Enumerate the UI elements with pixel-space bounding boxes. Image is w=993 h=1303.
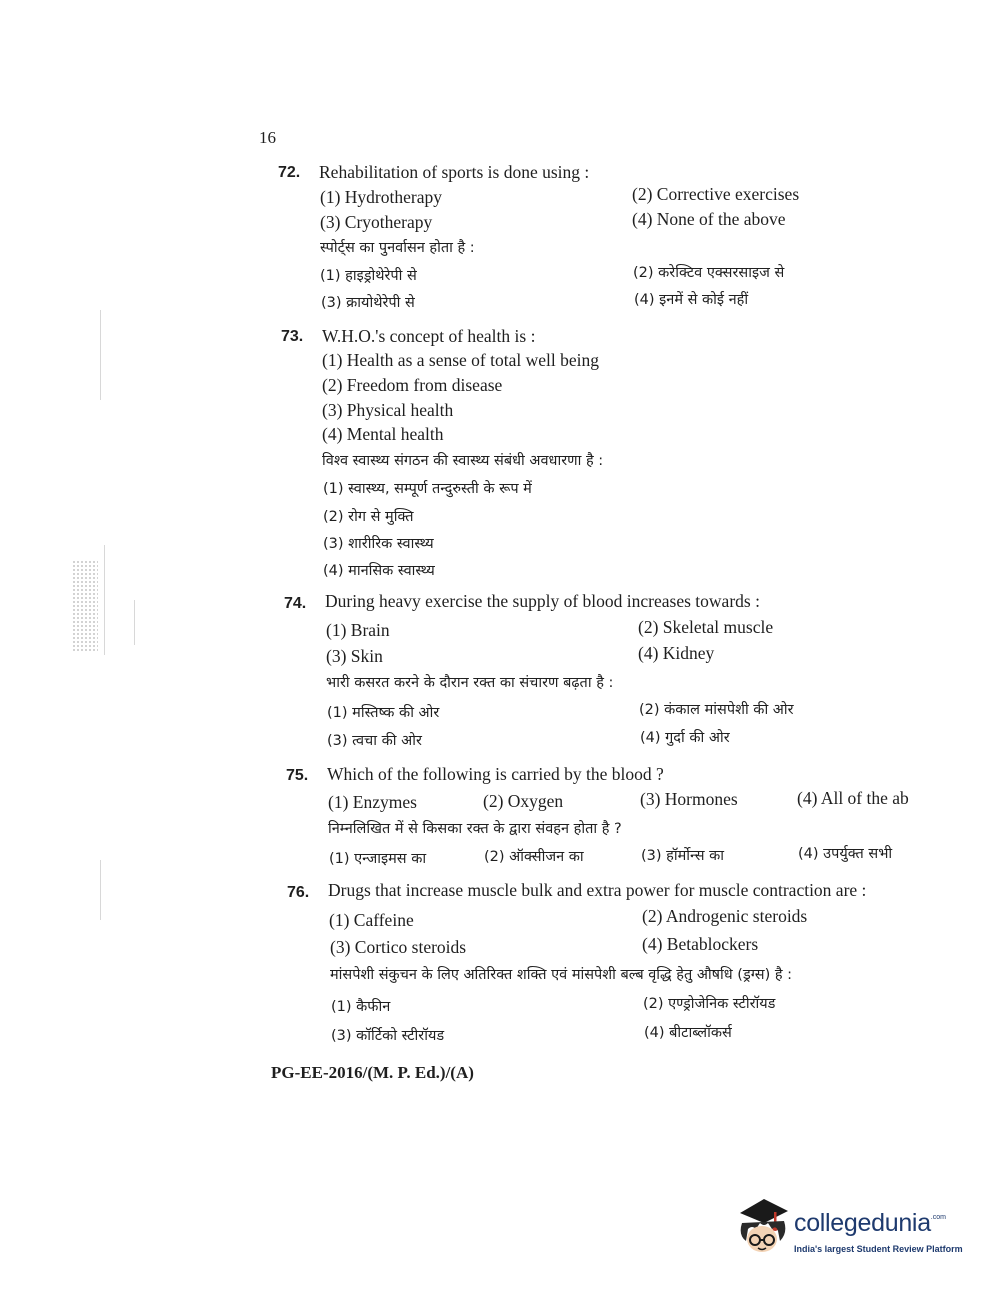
option-en: (4) Kidney bbox=[638, 643, 715, 663]
option-hi: (2) एण्ड्रोजेनिक स्टीरॉयड bbox=[643, 996, 776, 1012]
option-en: (2) Skeletal muscle bbox=[638, 617, 774, 637]
exam-code-footer: PG-EE-2016/(M. P. Ed.)/(A) bbox=[271, 1063, 474, 1082]
option-hi: (2) कंकाल मांसपेशी की ओर bbox=[639, 702, 794, 718]
question-text-hindi: भारी कसरत करने के दौरान रक्त का संचारण बढ़ता है : bbox=[326, 675, 614, 691]
question-number: 74. bbox=[284, 595, 307, 612]
option-hi: (1) कैफीन bbox=[331, 999, 391, 1015]
option-hi: (1) मस्तिष्क की ओर bbox=[327, 705, 440, 721]
logo-tagline: India's largest Student Review Platform bbox=[794, 1244, 963, 1254]
option-en: (1) Caffeine bbox=[329, 910, 414, 930]
question-text: Rehabilitation of sports is done using : bbox=[319, 162, 590, 182]
scan-mark bbox=[100, 860, 101, 920]
option-en: (4) Mental health bbox=[322, 424, 444, 444]
option-en: (3) Cortico steroids bbox=[330, 937, 467, 957]
option-en: (3) Hormones bbox=[640, 789, 738, 809]
option-hi: (2) रोग से मुक्ति bbox=[323, 509, 414, 525]
question-number: 76. bbox=[287, 884, 310, 901]
option-hi: (4) बीटाब्लॉकर्स bbox=[644, 1025, 732, 1041]
option-en: (1) Enzymes bbox=[328, 792, 417, 812]
option-hi: (3) कॉर्टिको स्टीरॉयड bbox=[331, 1028, 445, 1044]
option-en: (2) Corrective exercises bbox=[632, 184, 800, 204]
option-en: (3) Skin bbox=[326, 646, 383, 666]
scan-dots bbox=[72, 560, 98, 652]
option-hi: (4) इनमें से कोई नहीं bbox=[634, 292, 749, 308]
option-en: (2) Freedom from disease bbox=[322, 375, 503, 395]
question-text: W.H.O.'s concept of health is : bbox=[322, 326, 536, 346]
question-number: 72. bbox=[278, 164, 301, 181]
option-hi: (3) हॉर्मोन्स का bbox=[641, 848, 725, 864]
scan-mark bbox=[134, 600, 135, 645]
option-en: (3) Physical health bbox=[322, 400, 454, 420]
scan-mark bbox=[100, 310, 101, 400]
question-text-hindi: विश्व स्वास्थ्य संगठन की स्वास्थ्य संबंधी अवधारणा है : bbox=[322, 453, 604, 469]
option-en: (3) Cryotherapy bbox=[320, 212, 433, 232]
option-hi: (2) करेक्टिव एक्सरसाइज से bbox=[633, 265, 785, 281]
question-text-hindi: स्पोर्ट्स का पुनर्वासन होता है : bbox=[320, 240, 475, 256]
option-en: (1) Hydrotherapy bbox=[320, 187, 442, 207]
student-mascot-icon bbox=[734, 1195, 792, 1261]
option-en: (2) Oxygen bbox=[483, 791, 564, 811]
option-en: (4) Betablockers bbox=[642, 934, 759, 954]
option-hi: (1) हाइड्रोथेरेपी से bbox=[320, 268, 417, 284]
question-number: 73. bbox=[281, 328, 304, 345]
question-text-hindi: निम्नलिखित में से किसका रक्त के द्वारा संवहन होता है ? bbox=[328, 821, 622, 837]
option-en: (1) Health as a sense of total well being bbox=[322, 350, 599, 370]
logo-brand: collegedunia bbox=[794, 1209, 931, 1237]
option-hi: (3) शारीरिक स्वास्थ्य bbox=[323, 536, 434, 552]
question-text-hindi: मांसपेशी संकुचन के लिए अतिरिक्त शक्ति एवं मांसपेशी बल्ब वृद्धि हेतु औषधि (ड्रग्स) है : bbox=[330, 967, 793, 983]
scan-mark bbox=[104, 545, 105, 655]
question-text: During heavy exercise the supply of blood increases towards : bbox=[325, 591, 760, 611]
option-hi: (4) उपर्युक्त सभी bbox=[798, 846, 893, 862]
page-number: 16 bbox=[259, 128, 276, 147]
option-hi: (4) मानसिक स्वास्थ्य bbox=[323, 563, 435, 579]
option-hi: (2) ऑक्सीजन का bbox=[484, 849, 584, 865]
option-en: (4) All of the ab bbox=[797, 788, 909, 808]
option-hi: (3) क्रायोथेरेपी से bbox=[321, 295, 415, 311]
option-hi: (4) गुर्दा की ओर bbox=[640, 730, 730, 746]
logo-suffix: .com bbox=[930, 1214, 946, 1221]
option-en: (2) Androgenic steroids bbox=[642, 906, 808, 926]
question-text: Drugs that increase muscle bulk and extra power for muscle contraction are : bbox=[328, 880, 867, 900]
option-en: (1) Brain bbox=[326, 620, 390, 640]
logo-brand-row bbox=[794, 1209, 946, 1238]
option-hi: (1) स्वास्थ्य, सम्पूर्ण तन्दुरुस्ती के रूप में bbox=[323, 481, 532, 497]
option-hi: (3) त्वचा की ओर bbox=[327, 733, 422, 749]
question-number: 75. bbox=[286, 767, 309, 784]
collegedunia-logo bbox=[734, 1195, 964, 1265]
option-hi: (1) एन्जाइमस का bbox=[329, 851, 427, 867]
question-text: Which of the following is carried by the blood ? bbox=[327, 764, 664, 784]
option-en: (4) None of the above bbox=[632, 209, 786, 229]
